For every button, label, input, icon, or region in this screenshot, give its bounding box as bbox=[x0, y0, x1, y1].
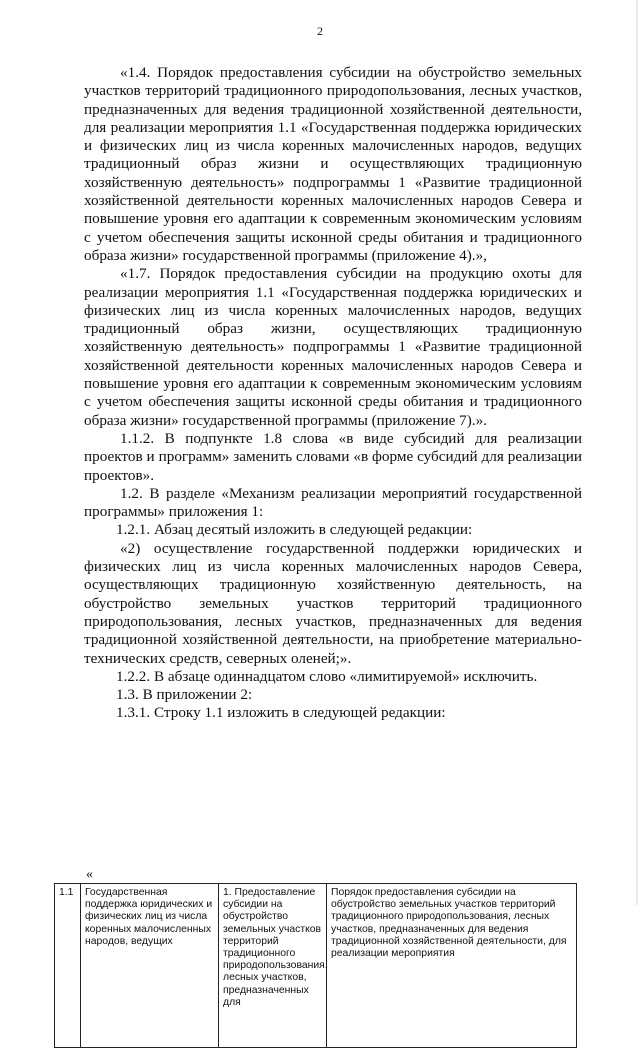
paragraph-1-4: «1.4. Порядок предоставления субсидии на обустройство земельных участков территорий традиционного природопользования, лесных участков, предназначенных для ведения традиционной хозяйственной деятельности, для реализации мероприятия 1.1 «Государственная поддержка юридических и физических лиц из числа коренных малочисленных народов, ведущих традиционный образ жизни и осуществляющих традиционную хозяйственную деятельность» подпрограммы 1 «Развитие традиционной хозяйственной деятельности коренных малочисленных народов Севера и повышение уровня его адаптации к современным экономическим условиям с учетом обеспечения защиты исконной среды обитания и традиционного образа жизни» государственной программы (приложение 4).», bbox=[84, 64, 582, 264]
paragraph-quote-2: «2) осуществление государственной поддержки юридических и физических лиц из числа коренных малочисленных народов Севера, осуществляющих традиционную хозяйственную деятельность, на обустройство земельных участков территорий традиционного природопользования, лесных участков, предназначенных для ведения традиционной хозяйственной деятельности, на приобретение материально-технических средств, северных оленей;». bbox=[84, 539, 582, 667]
table-cell-procedure: Порядок предоставления субсидии на обустройство земельных участков территорий традиционного природопользования, лесных участков, предназначенных для ведения традиционной хозяйственной деятельности, для реализации мероприятия bbox=[327, 884, 577, 1048]
table-cell-number: 1.1 bbox=[55, 884, 81, 1048]
table-cell-subsidy: 1. Предоставление субсидии на обустройство земельных участков территорий традиционного природопользования, лесных участков, предназначенных для bbox=[219, 884, 327, 1048]
scan-edge bbox=[636, 0, 638, 905]
paragraph-1-1-2: 1.1.2. В подпункте 1.8 слова «в виде субсидий для реализации проектов и программ» заменить словами «в форме субсидий для реализации проектов». bbox=[84, 429, 582, 484]
paragraph-1-2: 1.2. В разделе «Механизм реализации мероприятий государственной программы» приложения 1: bbox=[84, 484, 582, 521]
document-body bbox=[84, 64, 582, 723]
paragraph-1-7: «1.7. Порядок предоставления субсидии на продукцию охоты для реализации мероприятия 1.1 «Государственная поддержка юридических и физических лиц из числа коренных малочисленных народов, ведущих традиционный образ жизни, осуществляющих традиционную хозяйственную деятельность» подпрограммы 1 «Развитие традиционной хозяйственной деятельности коренных малочисленных народов Севера и повышение уровня его адаптации к современным экономическим условиям с учетом обеспечения защиты исконной среды обитания и традиционного образа жизни» государственной программы (приложение 7).». bbox=[84, 265, 582, 429]
table-cell-support: Государственная поддержка юридических и физических лиц из числа коренных малочисленных народов, ведущих bbox=[81, 884, 219, 1048]
table-row bbox=[55, 884, 577, 1048]
paragraph-1-3: 1.3. В приложении 2: bbox=[116, 686, 253, 704]
paragraph-1-2-2: 1.2.2. В абзаце одиннадцатом слово «лимитируемой» исключить. bbox=[116, 667, 538, 685]
paragraph-1-2-1: 1.2.1. Абзац десятый изложить в следующей редакции: bbox=[116, 521, 473, 539]
program-table bbox=[54, 883, 577, 1048]
opening-quote-mark: « bbox=[86, 867, 93, 882]
page-number: 2 bbox=[317, 24, 323, 38]
paragraph-1-3-1: 1.3.1. Строку 1.1 изложить в следующей редакции: bbox=[116, 704, 446, 722]
